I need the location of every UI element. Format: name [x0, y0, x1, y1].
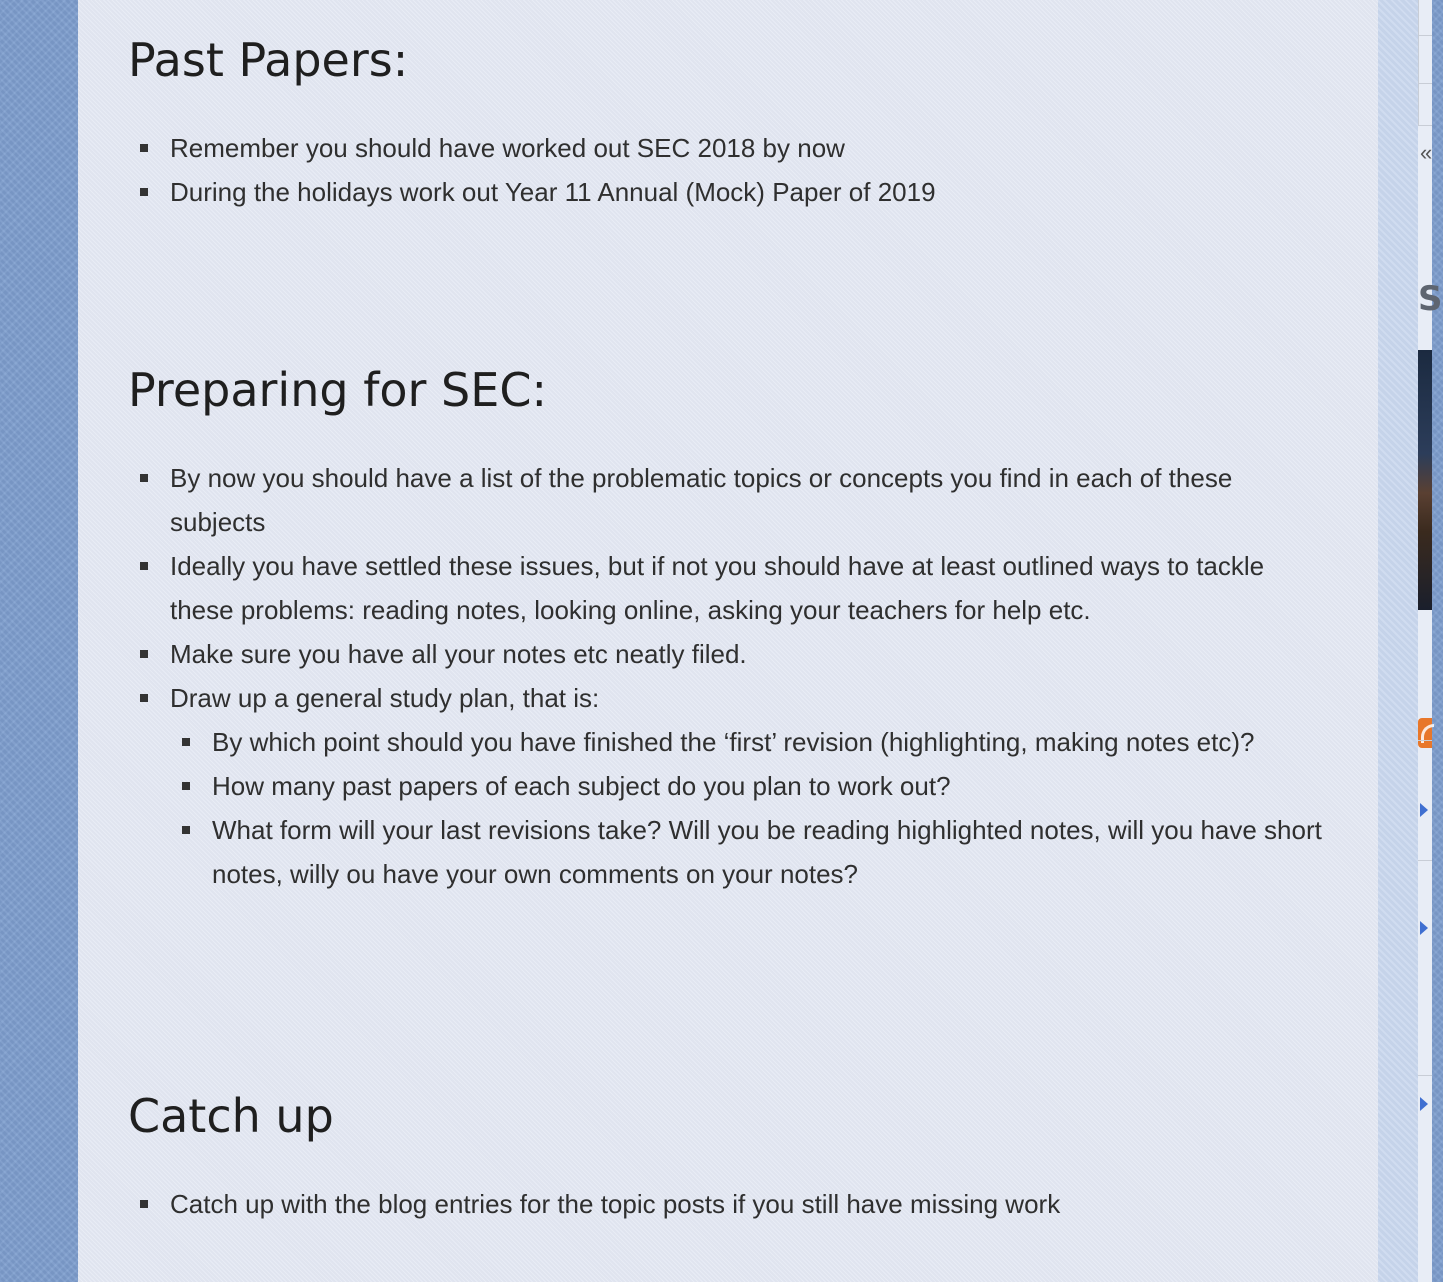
- study-plan-sublist: [170, 720, 1328, 896]
- page-background-left: [0, 0, 78, 1282]
- sidebar-divider: [1418, 0, 1419, 125]
- sub-list-item: By which point should you have finished the ‘first’ revision (highlighting, making notes etc)?: [212, 720, 1328, 764]
- sidebar: [1378, 0, 1443, 1282]
- list-item: During the holidays work out Year 11 Annual (Mock) Paper of 2019: [170, 170, 1328, 214]
- heading-preparing-for-sec: Preparing for SEC:: [128, 363, 547, 417]
- heading-past-papers: Past Papers:: [128, 33, 409, 87]
- sub-list-item: What form will your last revisions take? Will you be reading highlighted notes, will you have short notes, willy ou have your own comments on your notes?: [212, 808, 1328, 896]
- sidebar-image[interactable]: [1418, 350, 1432, 610]
- catch-up-list: [128, 1182, 1328, 1226]
- sidebar-panel: [1418, 0, 1432, 1282]
- post-content: [78, 0, 1378, 1282]
- past-papers-list: [128, 126, 1328, 214]
- list-item: Catch up with the blog entries for the topic posts if you still have missing work: [170, 1182, 1328, 1226]
- rss-icon[interactable]: [1418, 718, 1432, 748]
- arrow-right-icon[interactable]: [1420, 921, 1428, 935]
- sidebar-divider: [1418, 860, 1432, 861]
- sidebar-edge: [1378, 0, 1418, 1282]
- sidebar-divider: [1418, 35, 1432, 36]
- heading-catch-up: Catch up: [128, 1089, 334, 1143]
- sidebar-heading: S: [1418, 279, 1443, 319]
- preparing-list: [128, 456, 1328, 896]
- previous-link[interactable]: «: [1420, 140, 1433, 165]
- list-item: [170, 676, 1328, 896]
- list-item: By now you should have a list of the problematic topics or concepts you find in each of these subjects: [170, 456, 1328, 544]
- sidebar-divider: [1418, 740, 1432, 741]
- arrow-right-icon[interactable]: [1420, 803, 1428, 817]
- list-item: Ideally you have settled these issues, but if not you should have at least outlined ways to tackle these problems: reading notes, looking online, asking your teachers for help etc.: [170, 544, 1328, 632]
- arrow-right-icon[interactable]: [1420, 1097, 1428, 1111]
- list-item: Make sure you have all your notes etc neatly filed.: [170, 632, 1328, 676]
- list-item: Remember you should have worked out SEC 2018 by now: [170, 126, 1328, 170]
- sidebar-divider: [1418, 1075, 1432, 1076]
- sidebar-divider: [1418, 125, 1432, 126]
- sidebar-divider: [1418, 83, 1432, 84]
- sub-list-item: How many past papers of each subject do you plan to work out?: [212, 764, 1328, 808]
- list-item-text: Draw up a general study plan, that is:: [170, 683, 600, 713]
